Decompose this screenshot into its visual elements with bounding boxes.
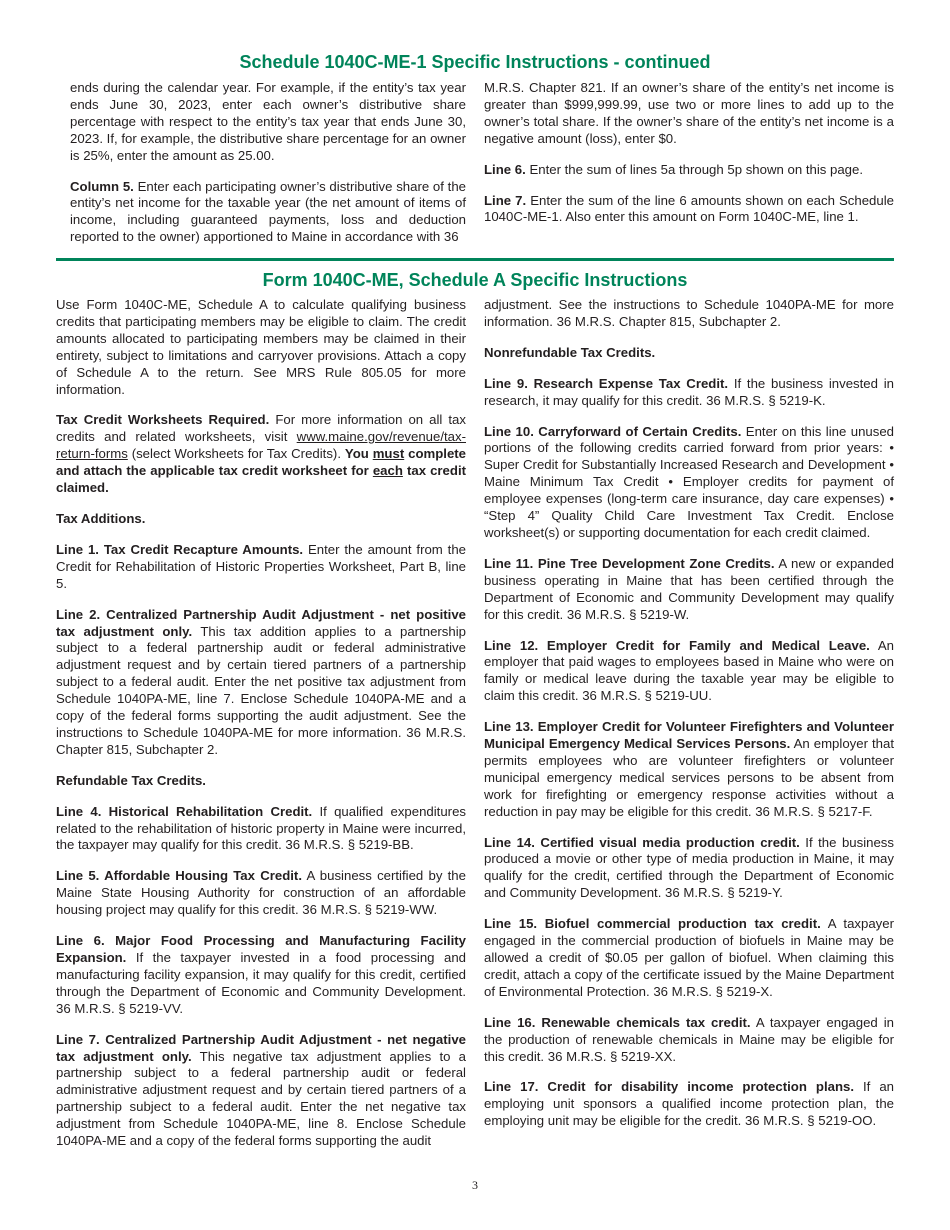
line-1-paragraph: Line 1. Tax Credit Recapture Amounts. Enter the amount from the Credit for Rehabilitation of Historic Properties Worksheet, Part B, line 5. [56, 541, 466, 591]
continued-paragraph: adjustment. See the instructions to Schedule 1040PA-ME for more information. 36 M.R.S. Chapter 815, Subchapter 2. [484, 297, 894, 329]
line-10-paragraph: Line 10. Carryforward of Certain Credits. Enter on this line unused portions of the following credits carried forward from prior years: • Super Credit for Substantially Increased Research and Development • Maine Minimum Tax Credit • Employer credits for payment of employee expenses (long-term care insurance, day care expenses) • “Step 4” Quality Child Care Investment Tax Credit. Enclose worksheet(s) or supporting documentation for each credit claimed. [484, 423, 895, 540]
line-7-paragraph: Line 7. Centralized Partnership Audit Adjustment - net negative tax adjustment only. This negative tax adjustment applies to a partnership subject to a federal partnership audit or federal administrative adjustment request and by certain tiered partners of a partnership subject to a federal audit. Enter the net negative tax adjustment from Schedule 1040PA-ME, line 8. Enclose Schedule 1040PA-ME and a copy of the federal forms supporting the audit [56, 1031, 466, 1149]
schedule-a-section-title: Form 1040C-ME, Schedule A Specific Instructions [262, 270, 688, 290]
line-13-paragraph: Line 13. Employer Credit for Volunteer Firefighters and Volunteer Municipal Emergency Medical Services Persons. An employer that permits employees who are volunteer firefighters or volunteer municipal emergency medical services persons to be absent from work for firefighting or emergency response activities without a reduction in pay may be eligible for this credit. 36 M.R.S. § 5217-F. [484, 719, 894, 819]
line-16-paragraph: Line 16. Renewable chemicals tax credit. A taxpayer engaged in the production of renewable chemicals in Maine may be eligible for this credit. 36 M.R.S. § 5219-XX. [484, 1014, 894, 1064]
page-number: 3 [472, 1178, 478, 1192]
intro-paragraph: Use Form 1040C-ME, Schedule A to calculate qualifying business credits that participating members may be eligible to claim. The credit amounts allocated to participating members may be claimed in their entirety, subject to limitations and carryover provisions. Attach a copy of Schedule A to the return. See MRS Rule 805.05 for more information. [56, 297, 466, 397]
refundable-heading: Refundable Tax Credits. [56, 772, 206, 788]
top-right-column [484, 80, 894, 240]
paragraph-column-5: Column 5. Enter each participating owner’s distributive share of the entity’s net income for the taxable year (the net amount of items of income, including guaranteed payments, loss and deduction reported to the owner) apportioned to Maine in accordance with 36 [70, 178, 466, 245]
line-5-paragraph: Line 5. Affordable Housing Tax Credit. A business certified by the Maine State Housing Authority for construction of an affordable housing project may qualify for this credit. 36 M.R.S. § 5219-WW. [56, 868, 466, 918]
line-9-paragraph: Line 9. Research Expense Tax Credit. If the business invested in research, it may qualify for this credit. 36 M.R.S. § 5219-K. [484, 375, 894, 408]
paragraph-line-6: Line 6. Enter the sum of lines 5a through 5p shown on this page. [484, 161, 864, 177]
main-left-column [56, 297, 466, 1164]
paragraph: ends during the calendar year. For example, if the entity’s tax year ends June 30, 2023, enter each owner’s distributive share percentage with respect to the entity’s tax year that ends June 30, 2023. If, for example, the distributive share percentage for an owner is 25%, enter the amount as 25.00. [70, 80, 466, 163]
tax-additions-heading: Tax Additions. [56, 510, 146, 526]
top-left-column [70, 80, 466, 260]
paragraph: M.R.S. Chapter 821. If an owner’s share of the entity’s net income is greater than $999,999.99, use two or more lines to add up to the owner’s total share. If the owner’s share of the entity’s net income is a negative amount (loss), enter $0. [484, 80, 894, 146]
line-17-paragraph: Line 17. Credit for disability income protection plans. If an employing unit sponsors a qualified income protection plan, the employing unit may be eligible for the credit. 36 M.R.S. § 5219-OO. [484, 1079, 894, 1129]
paragraph-line-7: Line 7. Enter the sum of the line 6 amounts shown on each Schedule 1040C-ME-1. Also enter this amount on Form 1040C-ME, line 1. [484, 192, 894, 225]
line-15-paragraph: Line 15. Biofuel commercial production tax credit. A taxpayer engaged in the commercial production of biofuels in Maine may be allowed a credit of $0.05 per gallon of biofuel. When claiming this credit, attach a copy of the certificate issued by the Maine Department of Environmental Protection. 36 M.R.S. § 5219-X. [484, 916, 894, 999]
line-6-paragraph: Line 6. Major Food Processing and Manufacturing Facility Expansion. If the taxpayer invested in a food processing and manufacturing facility expansion, it may qualify for this credit, certified through the Department of Economic and Community Development. 36 M.R.S. § 5219-VV. [56, 933, 466, 1016]
main-right-column [484, 297, 894, 1144]
section-divider [56, 258, 894, 261]
line-4-paragraph: Line 4. Historical Rehabilitation Credit. If qualified expenditures related to the rehabilitation of historic property in Maine were incurred, the taxpayer may qualify for this credit. 36 M.R.S. § 5219-BB. [56, 803, 466, 853]
worksheets-paragraph: Tax Credit Worksheets Required. For more information on all tax credits and related worksheets, visit www.maine.gov/revenue/tax-return-forms (select Worksheets for Tax Credits). You must complete and attach the applicable tax credit worksheet for each tax credit claimed. [56, 412, 467, 496]
line-2-paragraph: Line 2. Centralized Partnership Audit Adjustment - net positive tax adjustment only. This tax addition applies to a partnership subject to a federal partnership audit or federal administrative adjustment request and by certain tiered partners of a partnership subject to a federal audit. Enter the net positive tax adjustment from Schedule 1040PA-ME, line 7. Enclose Schedule 1040PA-ME and a copy of the federal forms supporting the audit adjustment. See the instructions to Schedule 1040PA-ME for more information. 36 M.R.S. Chapter 815, Subchapter 2. [56, 606, 466, 757]
line-14-paragraph: Line 14. Certified visual media production credit. If the business produced a movie or other type of media production in Maine, it may qualify for the credit, certified through the Department of Economic and Community Development. 36 M.R.S. § 5219-Y. [484, 834, 894, 901]
continued-section-title: Schedule 1040C-ME-1 Specific Instructions - continued [239, 52, 711, 72]
maine-revenue-link[interactable]: www.maine.gov/revenue/tax-return-forms [56, 429, 466, 462]
nonrefundable-heading: Nonrefundable Tax Credits. [484, 344, 656, 360]
line-11-paragraph: Line 11. Pine Tree Development Zone Credits. A new or expanded business operating in Maine that has been certified through the Department of Economic and Community Development may qualify for this credit. 36 M.R.S. § 5219-W. [484, 555, 894, 622]
line-12-paragraph: Line 12. Employer Credit for Family and Medical Leave. An employer that paid wages to employees based in Maine who were on family or medical leave during the taxable year may be eligible to claim this credit. 36 M.R.S. § 5219-UU. [484, 637, 894, 704]
